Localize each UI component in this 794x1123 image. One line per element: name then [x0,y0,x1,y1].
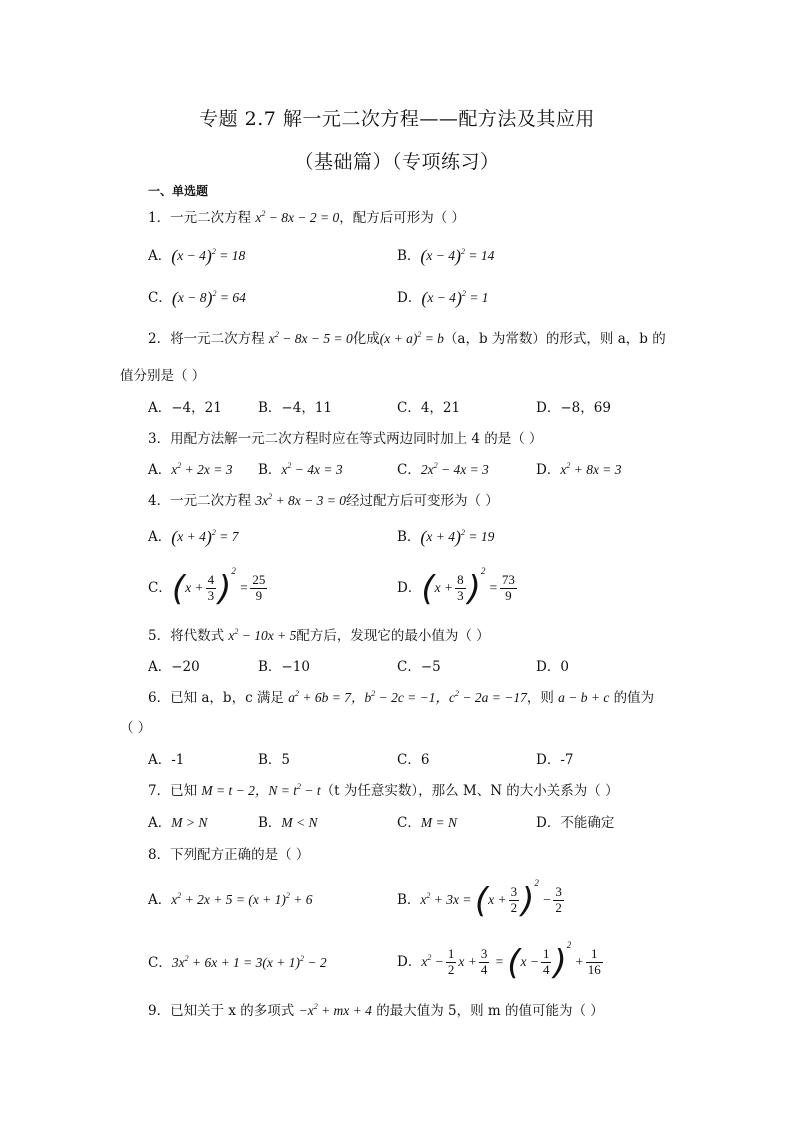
question-6-option-d[interactable]: D．-7 [536,752,574,768]
question-2-option-a[interactable]: A．−4，21 [148,400,222,416]
question-7-option-c[interactable]: C．M = N [397,815,457,831]
question-1-option-b[interactable]: B．$(x - 4)^2 = 14$ [397,246,495,266]
question-8-option-c[interactable]: C．$3x^2 + 6x + 1 = 3(x + 1)^2 - 2$ [148,954,327,971]
question-4-option-d[interactable]: D．(x + $\frac{8}{3}$ )$^2$ = $\frac{73}{9}$ [397,566,515,609]
question-4-option-c[interactable]: C．(x + $\frac{4}{3}$ )$^2$ = $\frac{25}{9}$ [148,566,266,609]
question-4-stem: 4．一元二次方程 $3x^2 + 8x - 3 = 0$经过配方后可变形为（ ） [148,492,499,509]
question-9-stem: 9．已知关于 x 的多项式 $-x^2$ + mx + 4 的最大值为 5，则 m 的值可能为（ ） [148,1002,604,1019]
question-4-option-b[interactable]: B．$(x + 4)^2 = 19$ [397,527,495,547]
question-8-option-b[interactable]: B．$x^2 + 3x = (x$ + $\frac{3}{2}$ )$^2$ − $\frac{3}{2}$ [397,878,562,921]
question-5-option-a[interactable]: A．−20 [148,659,200,675]
question-2-stem: 2．将一元二次方程 $x^2 - 8x - 5 = 0$化成$(x + a)^2 = b(a$，b 为常数）的形式，则 a，b 的 [148,330,666,347]
question-8-option-d[interactable]: D．$x^2$ − $\frac{1}{2}$ x + $\frac{3}{4}$ = (x − $\frac{1}{4}$ )$^2$ + $\frac{1}{16}$ [397,940,601,983]
question-8-stem: 8．下列配方正确的是（ ） [148,847,310,863]
question-1-option-a[interactable]: A．$(x - 4)^2 = 18$ [148,246,246,266]
question-6-stem: 6．已知 a，b，c 满足 $a^2 + 6b = 7$，$b^2 - 2c = -1$，$c^2 - 2a = -17$，则 a − b + c 的值为 [148,689,655,706]
question-5-option-c[interactable]: C．−5 [397,659,441,675]
question-2-stem-line2: 值分别是（ ） [120,368,206,384]
question-5-option-b[interactable]: B．−10 [258,659,310,675]
question-5-stem: 5．将代数式 $x^2 - 10x + 5$配方后，发现它的最小值为（ ） [148,627,490,644]
question-6-option-c[interactable]: C．6 [397,752,430,768]
question-2-option-c[interactable]: C．4，21 [397,400,461,416]
page-subtitle: （基础篇）（专项练习） [294,151,500,173]
question-7-stem: 7．已知 M = t − 2，$N = t^2 - t(t$ 为任意实数），那么 M、N 的大小关系为（ ） [148,782,619,799]
page-title: 专题 2.7 解一元二次方程——配方法及其应用 [199,108,595,130]
question-1-option-d[interactable]: D．$(x - 4)^2 = 1$ [397,288,489,308]
question-3-stem: 3．用配方法解一元二次方程时应在等式两边同时加上 4 的是（ ） [148,431,543,447]
question-2-option-b[interactable]: B．−4，11 [258,400,332,416]
question-8-option-a[interactable]: A．$x^2 + 2x + 5 = (x + 1)^2 + 6$ [148,891,313,908]
question-6-option-b[interactable]: B．5 [258,752,291,768]
question-7-option-b[interactable]: B．M < N [258,815,318,831]
question-1-option-c[interactable]: C．$(x - 8)^2 = 64$ [148,288,246,308]
question-4-option-a[interactable]: A．$(x + 4)^2 = 7$ [148,527,239,547]
question-7-option-a[interactable]: A．M > N [148,815,208,831]
question-2-option-d[interactable]: D．−8，69 [536,400,611,416]
question-3-option-d[interactable]: D．$x^2 + 8x = 3$ [536,461,622,478]
question-1-stem: 1．一元二次方程 $x^2 - 8x - 2 = 0$，配方后可形为（ ） [148,209,466,226]
question-3-option-c[interactable]: C．$2x^2 - 4x = 3$ [397,461,489,478]
section-heading: 一、单选题 [148,184,209,198]
question-7-option-d[interactable]: D．不能确定 [536,815,615,831]
question-6-option-a[interactable]: A．-1 [148,752,185,768]
question-3-option-b[interactable]: B．$x^2 - 4x = 3$ [258,461,343,478]
question-3-option-a[interactable]: A．$x^2 + 2x = 3$ [148,461,233,478]
question-6-stem-line2: （ ） [120,720,152,736]
question-5-option-d[interactable]: D．0 [536,659,569,675]
